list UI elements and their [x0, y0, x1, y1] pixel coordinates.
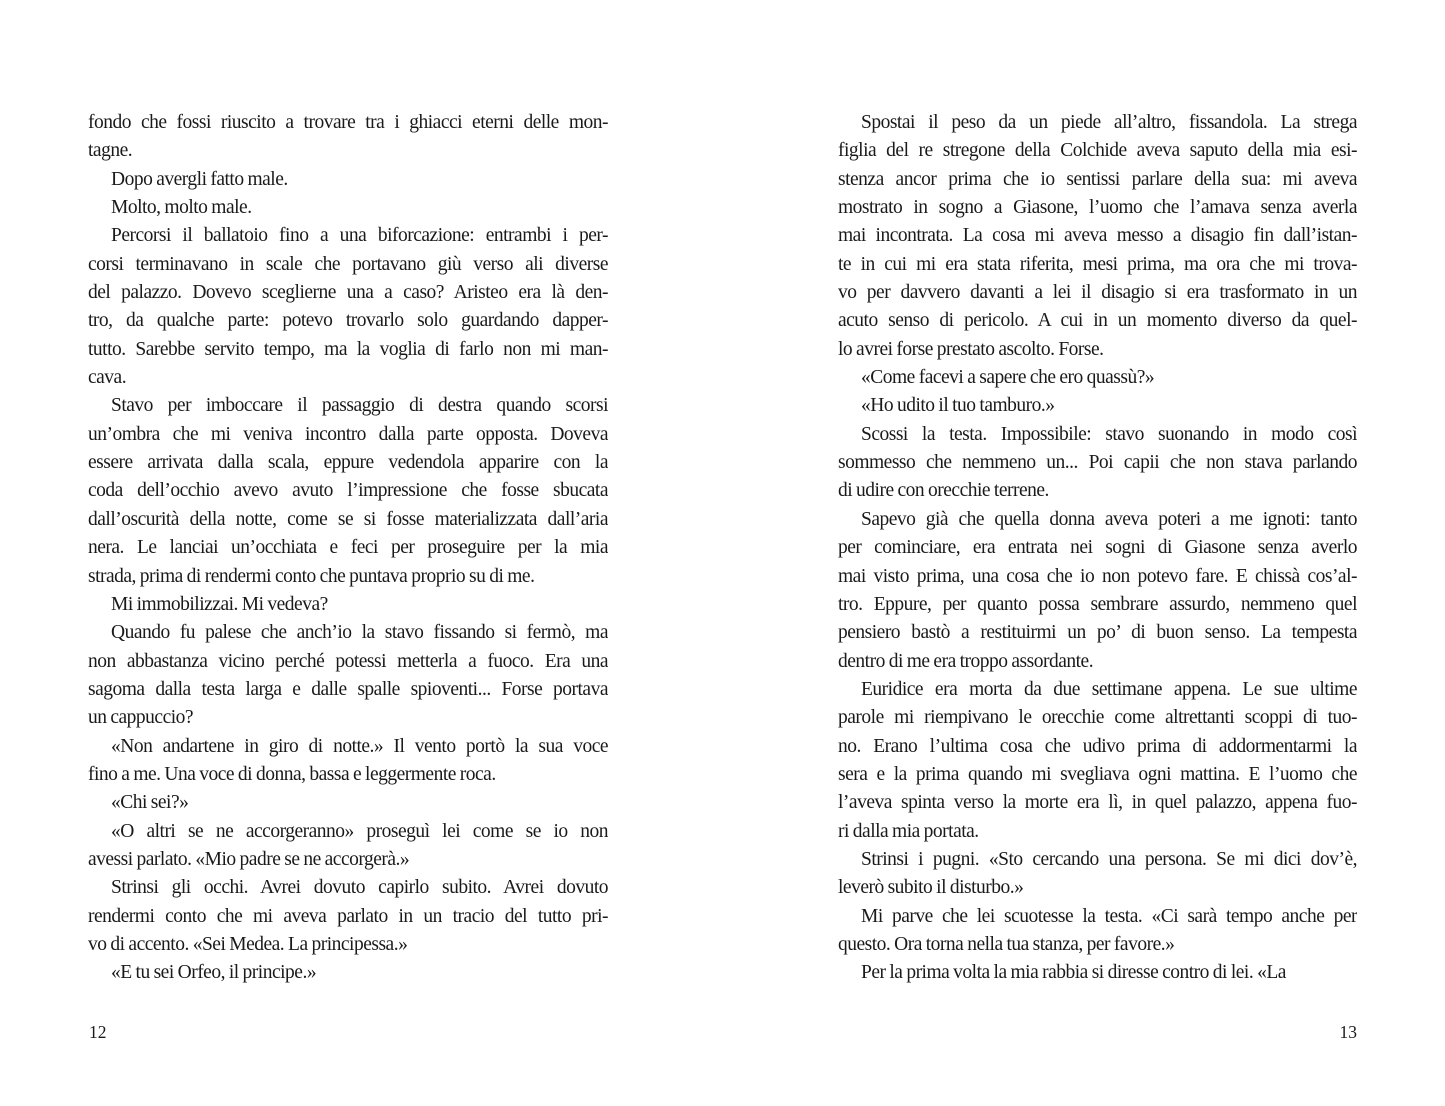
text-line: mai visto prima, una cosa che io non potevo fare. E chissà cos’al- — [838, 565, 1357, 587]
text-line: «Chi sei?» — [111, 792, 189, 814]
text-line: «E tu sei Orfeo, il principe.» — [111, 962, 317, 984]
text-line: dentro di me era troppo assordante. — [838, 650, 1094, 672]
page-number-left: 12 — [89, 1022, 107, 1042]
text-line: cava. — [88, 367, 127, 389]
text-line: Molto, molto male. — [111, 197, 252, 219]
text-line: Strinsi gli occhi. Avrei dovuto capirlo subito. Avrei dovuto — [111, 877, 608, 899]
text-line: stenza ancor prima che io sentissi parlare della sua: mi aveva — [838, 168, 1357, 190]
text-line: nera. Le lanciai un’occhiata e feci per proseguire per la mia — [88, 537, 608, 559]
text-line: «Ho udito il tuo tamburo.» — [861, 395, 1055, 417]
text-line: te in cui mi era stata riferita, mesi prima, ma ora che mi trova- — [838, 253, 1357, 275]
text-line: Strinsi i pugni. «Sto cercando una persona. Se mi dici dov’è, — [861, 848, 1357, 870]
text-line: Spostai il peso da un piede all’altro, fissandola. La strega — [861, 112, 1357, 133]
text-line: strada, prima di rendermi conto che puntava proprio su di me. — [88, 565, 535, 587]
page-right-text-block — [838, 109, 1357, 988]
text-line: leverò subito il disturbo.» — [838, 877, 1024, 899]
text-line: Dopo avergli fatto male. — [111, 168, 288, 190]
text-line: di udire con orecchie terrene. — [838, 480, 1049, 502]
text-line: questo. Ora torna nella tua stanza, per favore.» — [838, 933, 1175, 955]
text-line: Sapevo già che quella donna aveva poteri a me ignoti: tanto — [861, 508, 1357, 530]
text-line: pensiero bastò a restituirmi un po’ di buon senso. La tempesta — [838, 622, 1357, 644]
text-line: tro. Eppure, per quanto possa sembrare assurdo, nemmeno quel — [838, 593, 1357, 615]
text-line: lo avrei forse prestato ascolto. Forse. — [838, 338, 1104, 360]
text-line: Quando fu palese che anch’io la stavo fissando si fermò, ma — [111, 622, 608, 644]
text-line: «Come facevi a sapere che ero quassù?» — [861, 367, 1155, 389]
page-number-right: 13 — [1339, 1022, 1357, 1042]
text-line: acuto senso di pericolo. A cui in un momento diverso da quel- — [838, 310, 1357, 332]
text-line: sera e la prima quando mi svegliava ogni mattina. E l’uomo che — [838, 763, 1357, 785]
text-line: figlia del re stregone della Colchide aveva saputo della mia esi- — [838, 140, 1357, 162]
text-line: avessi parlato. «Mio padre se ne accorgerà.» — [88, 848, 410, 870]
text-line: essere arrivata dalla scala, eppure vedendola apparire con la — [88, 452, 608, 474]
text-line: per cominciare, era entrata nei sogni di Giasone senza averlo — [838, 537, 1357, 559]
text-line: ri dalla mia portata. — [838, 820, 979, 842]
text-line: coda dell’occhio avevo avuto l’impressione che fosse sbucata — [88, 480, 608, 502]
text-line: «O altri se ne accorgeranno» proseguì lei come se io non — [111, 820, 608, 842]
text-line: sommesso che nemmeno un... Poi capii che non stava parlando — [838, 452, 1357, 474]
text-line: del palazzo. Dovevo sceglierne una a caso? Aristeo era là den- — [88, 282, 608, 304]
text-line: tutto. Sarebbe servito tempo, ma la voglia di farlo non mi man- — [88, 338, 608, 360]
text-line: tro, da qualche parte: potevo trovarlo solo guardando dapper- — [88, 310, 608, 332]
text-line: tagne. — [88, 140, 133, 162]
text-line: un’ombra che mi veniva incontro dalla parte opposta. Doveva — [88, 423, 608, 445]
text-line: Mi immobilizzai. Mi vedeva? — [111, 593, 328, 615]
text-line: mostrato in sogno a Giasone, l’uomo che l’amava senza averla — [838, 197, 1357, 219]
text-line: fino a me. Una voce di donna, bassa e leggermente roca. — [88, 763, 496, 785]
page-left-text-block — [88, 109, 608, 988]
text-line: rendermi conto che mi aveva parlato in un tracio del tutto pri- — [88, 905, 608, 927]
text-line: no. Erano l’ultima cosa che udivo prima di addormentarmi la — [838, 735, 1357, 757]
text-line: parole mi riempivano le orecchie come altrettanti scoppi di tuo- — [838, 707, 1357, 729]
text-line: non abbastanza vicino perché potessi metterla a fuoco. Era una — [88, 650, 608, 672]
text-line: Per la prima volta la mia rabbia si diresse contro di lei. «La — [861, 962, 1286, 984]
text-line: Scossi la testa. Impossibile: stavo suonando in modo così — [861, 423, 1357, 445]
text-line: vo per davvero davanti a lei il disagio si era trasformato in un — [838, 282, 1357, 304]
text-line: sagoma dalla testa larga e dalle spalle spioventi... Forse portava — [88, 678, 608, 700]
text-line: fondo che fossi riuscito a trovare tra i ghiacci eterni delle mon- — [88, 112, 608, 133]
text-line: Stavo per imboccare il passaggio di destra quando scorsi — [111, 395, 608, 417]
text-line: mai incontrata. La cosa mi aveva messo a disagio fin dall’istan- — [838, 225, 1357, 247]
text-line: «Non andartene in giro di notte.» Il vento portò la sua voce — [111, 735, 608, 757]
text-line: Percorsi il ballatoio fino a una biforcazione: entrambi i per- — [111, 225, 608, 247]
text-line: un cappuccio? — [88, 707, 194, 729]
text-line: l’aveva spinta verso la morte era lì, in quel palazzo, appena fuo- — [838, 792, 1357, 814]
page-left — [0, 0, 722, 1106]
text-line: corsi terminavano in scale che portavano giù verso ali diverse — [88, 253, 608, 275]
text-line: Euridice era morta da due settimane appena. Le sue ultime — [861, 678, 1357, 700]
text-line: dall’oscurità della notte, come se si fosse materializzata dall’aria — [88, 508, 608, 530]
text-line: Mi parve che lei scuotesse la testa. «Ci sarà tempo anche per — [861, 905, 1357, 927]
text-line: vo di accento. «Sei Medea. La principessa.» — [88, 933, 408, 955]
page-right — [722, 0, 1445, 1106]
